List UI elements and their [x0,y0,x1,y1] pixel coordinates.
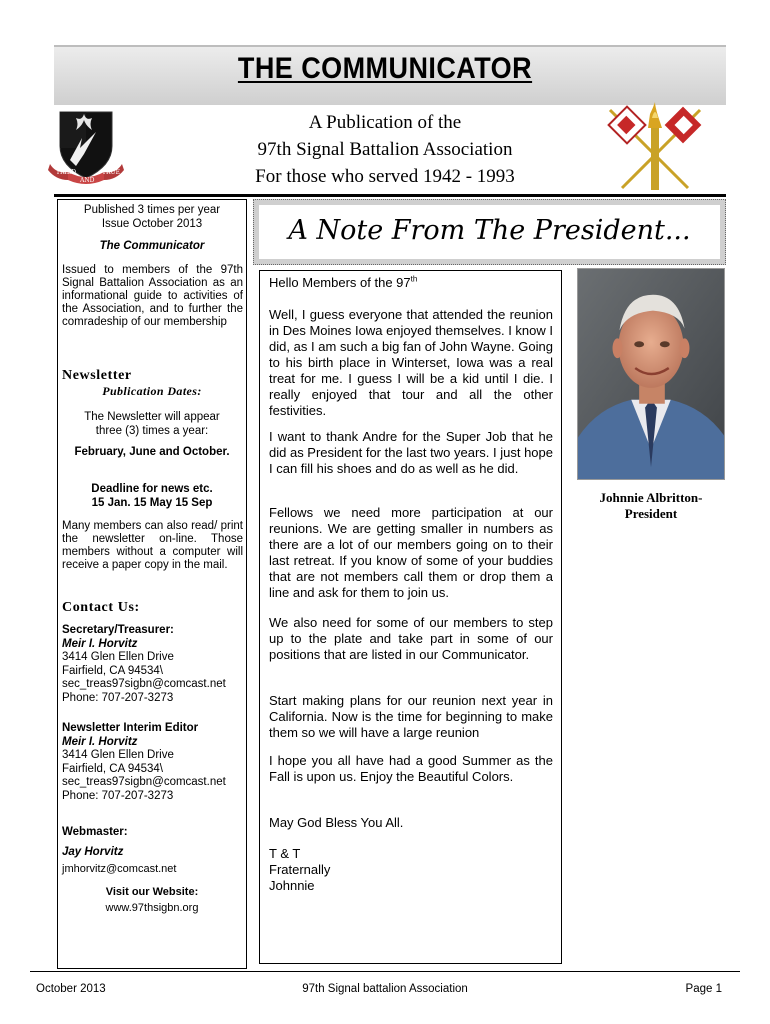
contact-address: 3414 Glen Ellen Drive [62,651,174,663]
publication-frequency [58,203,246,231]
letter-paragraph: I want to thank Andre for the Super Job that he did as President for the last two years. I just hope I can fill his shoes and do as well as he did. [269,429,553,476]
crest-motto-left: TRIED [56,169,77,176]
signoff-name: Johnnie [269,878,315,893]
website-link[interactable]: www.97thsigbn.org [105,902,199,914]
greeting-suffix: th [410,274,418,284]
contact-secretary [62,624,243,705]
footer-divider [30,971,740,972]
contact-phone: Phone: 707-207-3273 [62,691,174,704]
publication-line: A Publication of the [308,112,462,133]
footer-date: October 2013 [36,983,106,995]
contact-email[interactable]: sec_treas97sigbn@comcast.net [62,678,226,690]
president-letter [259,270,562,964]
contact-editor [62,722,243,803]
battalion-crest-icon [46,108,126,188]
header-divider [54,194,726,197]
letter-paragraph: Start making plans for our reunion next year in California. Now is the time for beginning to make them so we will have a large reunion [269,693,553,740]
contact-name: Jay Horvitz [62,845,124,858]
letter-paragraph: May God Bless You All. [269,815,404,830]
signoff-initials: T & T [269,846,301,861]
caption-name: Johnnie Albritton- [599,490,703,505]
signal-flags-icon [600,98,710,194]
published-frequency: Published 3 times per year [83,204,221,216]
newsletter-description: Issued to members of the 97th Signal Battalion Association as an informational guide to activities of the Association, and to further the comradeship of our membership [62,264,243,328]
communicator-label: The Communicator [99,240,205,252]
letter-paragraph: Fellows we need more participation at our reunions. We are getting smaller in numbers as there are a lot of our members going on to their last retreat. If you know of some of your buddies that are not members call them or drop them a line and ask for them to join us. [269,505,553,600]
headline-banner [253,199,726,265]
contact-section-title: Contact Us: [62,600,140,615]
newsletter-section-title: Newsletter [62,368,132,383]
contact-email[interactable]: jmhorvitz@comcast.net [62,863,177,875]
website-block [58,884,246,916]
news-deadline [58,482,246,510]
appear-line-2: three (3) times a year: [95,425,209,437]
contact-role: Webmaster: [62,826,128,838]
signoff-closing: Fraternally [269,862,331,877]
contact-city: Fairfield, CA 94534\ [62,664,164,677]
contact-address: 3414 Glen Ellen Drive [62,749,174,761]
visit-label: Visit our Website: [105,886,199,898]
letter-greeting [269,275,553,291]
appear-line-1: The Newsletter will appear [84,411,220,423]
contact-name: Meir I. Horvitz [62,735,138,748]
publication-months: February, June and October. [74,446,230,458]
issue-date: Issue October 2013 [101,218,203,230]
portrait-caption [577,490,725,522]
service-years: For those who served 1942 - 1993 [255,166,515,187]
deadline-dates: 15 Jan. 15 May 15 Sep [91,497,213,509]
greeting-text: Hello Members of the 97 [269,275,411,290]
letter-paragraph: I hope you all have had a good Summer as the Fall is upon us. Enjoy the Beautiful Colors. [269,753,553,784]
president-portrait [577,268,725,480]
footer-organization: 97th Signal battalion Association [302,983,468,995]
letter-paragraph: Well, I guess everyone that attended the reunion in Des Moines Iowa enjoyed themselves. I know I did, as I am such a big fan of John Wayne. Going to his birth place in Winterset, Iowa was a real treat for me. I guess I will be a kid until I die. I really enjoyed that tour and all the other festivities. [269,307,553,418]
newsletter-title: THE COMMUNICATOR [237,52,533,85]
sidebar-panel [57,199,247,969]
crest-motto-right: TRUE [102,169,120,176]
caption-title: President [624,506,678,521]
page-number: Page 1 [685,983,722,995]
association-name: 97th Signal Battalion Association [257,139,513,160]
contact-role: Newsletter Interim Editor [62,722,199,734]
letter-paragraph: We also need for some of our members to step up to the plate and take part in some of our positions that are listed in our Communicator. [269,615,553,662]
appearance-note [58,410,246,438]
letter-signoff [269,846,553,894]
contact-role: Secretary/Treasurer: [62,624,174,636]
contact-webmaster [62,826,243,877]
online-note: Many members can also read/ print the newsletter on-line. Those members without a computer will receive a paper copy in the mail. [62,520,243,571]
crest-motto-mid: AND [80,177,95,184]
contact-city: Fairfield, CA 94534\ [62,762,164,775]
article-headline: A Note From The President... [288,215,691,246]
deadline-label: Deadline for news etc. [91,483,213,495]
contact-name: Meir I. Horvitz [62,637,138,650]
publication-dates-label: Publication Dates: [102,384,202,398]
contact-phone: Phone: 707-207-3273 [62,789,174,802]
contact-email[interactable]: sec_treas97sigbn@comcast.net [62,776,226,788]
